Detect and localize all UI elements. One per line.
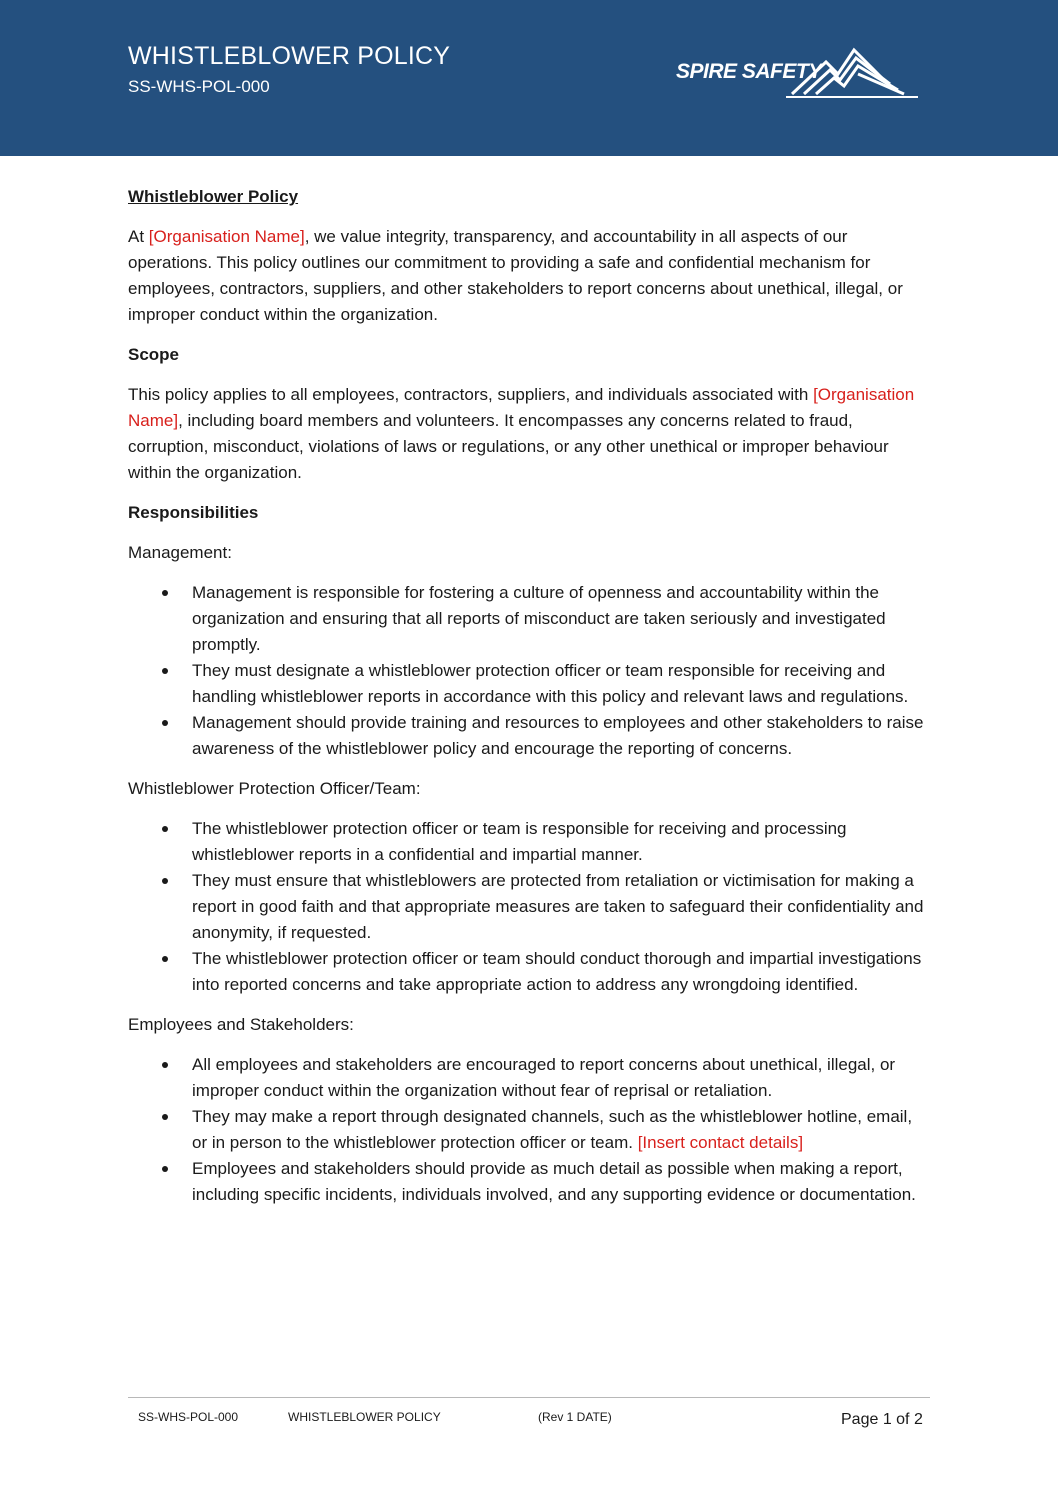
document-code: SS-WHS-POL-000 — [128, 77, 270, 96]
logo-text: SPIRE SAFETY — [676, 60, 822, 83]
list-item: All employees and stakeholders are encouraged to report concerns about unethical, illegal, or improper conduct within the organization without fear of reprisal or retaliation. — [128, 1052, 930, 1104]
header-banner — [0, 0, 1058, 156]
contact-details-placeholder: [Insert contact details] — [637, 1133, 804, 1152]
scope-paragraph — [128, 382, 930, 486]
list-item-text: They may make a report through designated channels, such as the whistleblower hotline, email, or in person to the whistleblower protection officer or team. — [192, 1107, 913, 1152]
intro-text-start: At — [128, 227, 149, 246]
list-item: The whistleblower protection officer or team should conduct thorough and impartial investigations into reported concerns and take appropriate action to address any wrongdoing identified. — [128, 946, 930, 998]
scope-text-start: This policy applies to all employees, contractors, suppliers, and individuals associated with — [128, 385, 814, 404]
officer-list — [128, 816, 930, 998]
list-item: Management should provide training and resources to employees and other stakeholders to raise awareness of the whistleblower policy and encourage the reporting of concerns. — [128, 710, 930, 762]
employees-label: Employees and Stakeholders: — [128, 1015, 354, 1034]
organisation-name-placeholder: [Organisation Name] — [128, 385, 915, 430]
list-item: Management is responsible for fostering a culture of openness and accountability within the organization and ensuring that all reports of misconduct are taken seriously and investigated promptly. — [128, 580, 930, 658]
list-item — [128, 1104, 930, 1156]
main-heading: Whistleblower Policy — [128, 187, 299, 206]
responsibilities-heading: Responsibilities — [128, 503, 259, 522]
employees-list — [128, 1052, 930, 1208]
footer-divider — [128, 1397, 930, 1398]
officer-label: Whistleblower Protection Officer/Team: — [128, 779, 421, 798]
list-item: The whistleblower protection officer or team is responsible for receiving and processing whistleblower reports in a confidential and impartial manner. — [128, 816, 930, 868]
footer-revision: (Rev 1 DATE) — [538, 1410, 612, 1424]
scope-text-end: , including board members and volunteers. It encompasses any concerns related to fraud, corruption, misconduct, violations of laws or regulations, or any other unethical or improper behaviour within the organization. — [128, 411, 889, 482]
footer-document-title: WHISTLEBLOWER POLICY — [288, 1410, 441, 1424]
page-number: Page 1 of 2 — [841, 1411, 923, 1428]
management-list — [128, 580, 930, 762]
footer-document-code: SS-WHS-POL-000 — [138, 1410, 239, 1424]
policy-content — [128, 184, 930, 1222]
spire-safety-logo — [676, 44, 921, 102]
intro-paragraph — [128, 224, 930, 328]
list-item: Employees and stakeholders should provide as much detail as possible when making a report, including specific incidents, individuals involved, and any supporting evidence or documentation. — [128, 1156, 930, 1208]
list-item: They must ensure that whistleblowers are protected from retaliation or victimisation for making a report in good faith and that appropriate measures are taken to safeguard their confidentiality and anonymity, if requested. — [128, 868, 930, 946]
document-title: WHISTLEBLOWER POLICY — [128, 42, 451, 70]
management-label: Management: — [128, 543, 232, 562]
organisation-name-placeholder: [Organisation Name] — [148, 227, 305, 246]
list-item: They must designate a whistleblower protection officer or team responsible for receiving and handling whistleblower reports in accordance with this policy and relevant laws and regulations. — [128, 658, 930, 710]
intro-text-end: , we value integrity, transparency, and accountability in all aspects of our operations. This policy outlines our commitment to providing a safe and confidential mechanism for employees, contractors, suppliers, and other stakeholders to report concerns about unethical, illegal, or improper conduct within the organization. — [128, 227, 903, 324]
mountain-logo-icon — [786, 44, 921, 102]
scope-heading: Scope — [128, 345, 180, 364]
